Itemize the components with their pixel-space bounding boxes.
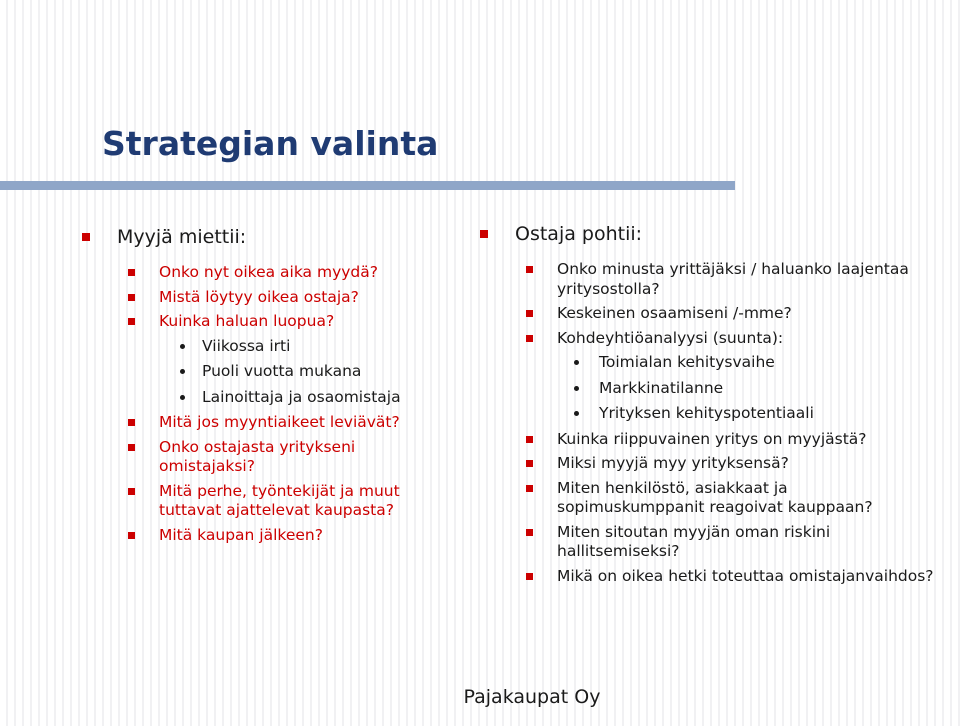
square-bullet-icon bbox=[128, 269, 135, 276]
list-item-text: Mitä kaupan jälkeen? bbox=[159, 525, 323, 544]
list-item-text: Toimialan kehitysvaihe bbox=[599, 353, 775, 371]
list-item-text: Kohdeyhtiöanalyysi (suunta): bbox=[557, 328, 784, 347]
list-item bbox=[526, 567, 940, 587]
seller-question-list bbox=[82, 263, 442, 545]
square-bullet-icon bbox=[526, 335, 533, 342]
list-item bbox=[128, 263, 442, 283]
list-item-text: Mitä jos myyntiaikeet leviävät? bbox=[159, 413, 400, 431]
list-item-text: Keskeinen osaamiseni /-mme? bbox=[557, 304, 792, 322]
square-bullet-icon bbox=[128, 444, 135, 451]
list-item-text: Miten sitoutan myyjän oman riskini hallitsemiseksi? bbox=[557, 522, 831, 560]
round-bullet-icon bbox=[180, 344, 185, 349]
list-item-text: Onko ostajasta yritykseni omistajaksi? bbox=[159, 437, 356, 475]
list-item-text: Puoli vuotta mukana bbox=[202, 362, 362, 380]
list-item-text: Mistä löytyy oikea ostaja? bbox=[159, 287, 359, 306]
list-item bbox=[526, 430, 940, 450]
square-bullet-icon bbox=[526, 266, 533, 273]
square-bullet-icon bbox=[82, 233, 90, 241]
list-item-text: Onko minusta yrittäjäksi / haluanko laajentaa yritysostolla? bbox=[557, 260, 909, 298]
list-item bbox=[128, 312, 442, 332]
square-bullet-icon bbox=[128, 318, 135, 325]
buyer-column bbox=[480, 222, 940, 591]
square-bullet-icon bbox=[526, 436, 533, 443]
square-bullet-icon bbox=[480, 230, 488, 238]
list-item bbox=[526, 454, 940, 474]
round-bullet-icon bbox=[574, 386, 579, 391]
buyer-heading bbox=[480, 222, 940, 246]
list-item bbox=[128, 288, 442, 308]
round-bullet-icon bbox=[180, 369, 185, 374]
sub-list-item bbox=[574, 404, 940, 424]
round-bullet-icon bbox=[574, 360, 579, 365]
list-item-text: Mitä perhe, työntekijät ja muut tuttavat ajattelevat kaupasta? bbox=[159, 481, 400, 519]
square-bullet-icon bbox=[526, 529, 533, 536]
list-item-text: Miten henkilöstö, asiakkaat ja sopimuskumppanit reagoivat kauppaan? bbox=[557, 478, 873, 516]
sub-list-item bbox=[180, 388, 442, 408]
list-item-text: Lainoittaja ja osaomistaja bbox=[202, 387, 401, 406]
square-bullet-icon bbox=[526, 573, 533, 580]
buyer-heading-text: Ostaja pohtii: bbox=[515, 223, 643, 245]
square-bullet-icon bbox=[526, 460, 533, 467]
title-underline-bar bbox=[0, 181, 735, 190]
list-item-text: Miksi myyjä myy yrityksensä? bbox=[557, 454, 789, 472]
list-item bbox=[128, 413, 442, 433]
list-item bbox=[526, 260, 940, 299]
list-item bbox=[128, 526, 442, 546]
list-item-text: Markkinatilanne bbox=[599, 378, 724, 397]
list-item-text: Yrityksen kehityspotentiaali bbox=[599, 404, 814, 422]
seller-heading bbox=[82, 225, 442, 249]
list-item-text: Mikä on oikea hetki toteuttaa omistajanvaihdos? bbox=[557, 566, 934, 585]
square-bullet-icon bbox=[526, 485, 533, 492]
square-bullet-icon bbox=[128, 294, 135, 301]
list-item-text: Viikossa irti bbox=[202, 336, 291, 355]
sub-list-item bbox=[180, 362, 442, 382]
round-bullet-icon bbox=[574, 411, 579, 416]
square-bullet-icon bbox=[128, 488, 135, 495]
sub-list-item bbox=[180, 337, 442, 357]
sub-list-item bbox=[574, 353, 940, 373]
list-item bbox=[526, 329, 940, 349]
square-bullet-icon bbox=[128, 532, 135, 539]
seller-column bbox=[82, 225, 442, 550]
round-bullet-icon bbox=[180, 395, 185, 400]
square-bullet-icon bbox=[526, 310, 533, 317]
list-item-text: Kuinka riippuvainen yritys on myyjästä? bbox=[557, 429, 867, 448]
list-item bbox=[128, 438, 442, 477]
footer-company-name: Pajakaupat Oy bbox=[463, 686, 601, 708]
seller-heading-text: Myyjä miettii: bbox=[117, 226, 247, 248]
list-item bbox=[526, 523, 940, 562]
list-item bbox=[526, 479, 940, 518]
slide-title: Strategian valinta bbox=[102, 124, 439, 163]
square-bullet-icon bbox=[128, 419, 135, 426]
list-item bbox=[128, 482, 442, 521]
list-item bbox=[526, 304, 940, 324]
list-item-text: Onko nyt oikea aika myydä? bbox=[159, 263, 378, 281]
buyer-question-list bbox=[480, 260, 940, 586]
list-item-text: Kuinka haluan luopua? bbox=[159, 312, 335, 330]
sub-list-item bbox=[574, 379, 940, 399]
